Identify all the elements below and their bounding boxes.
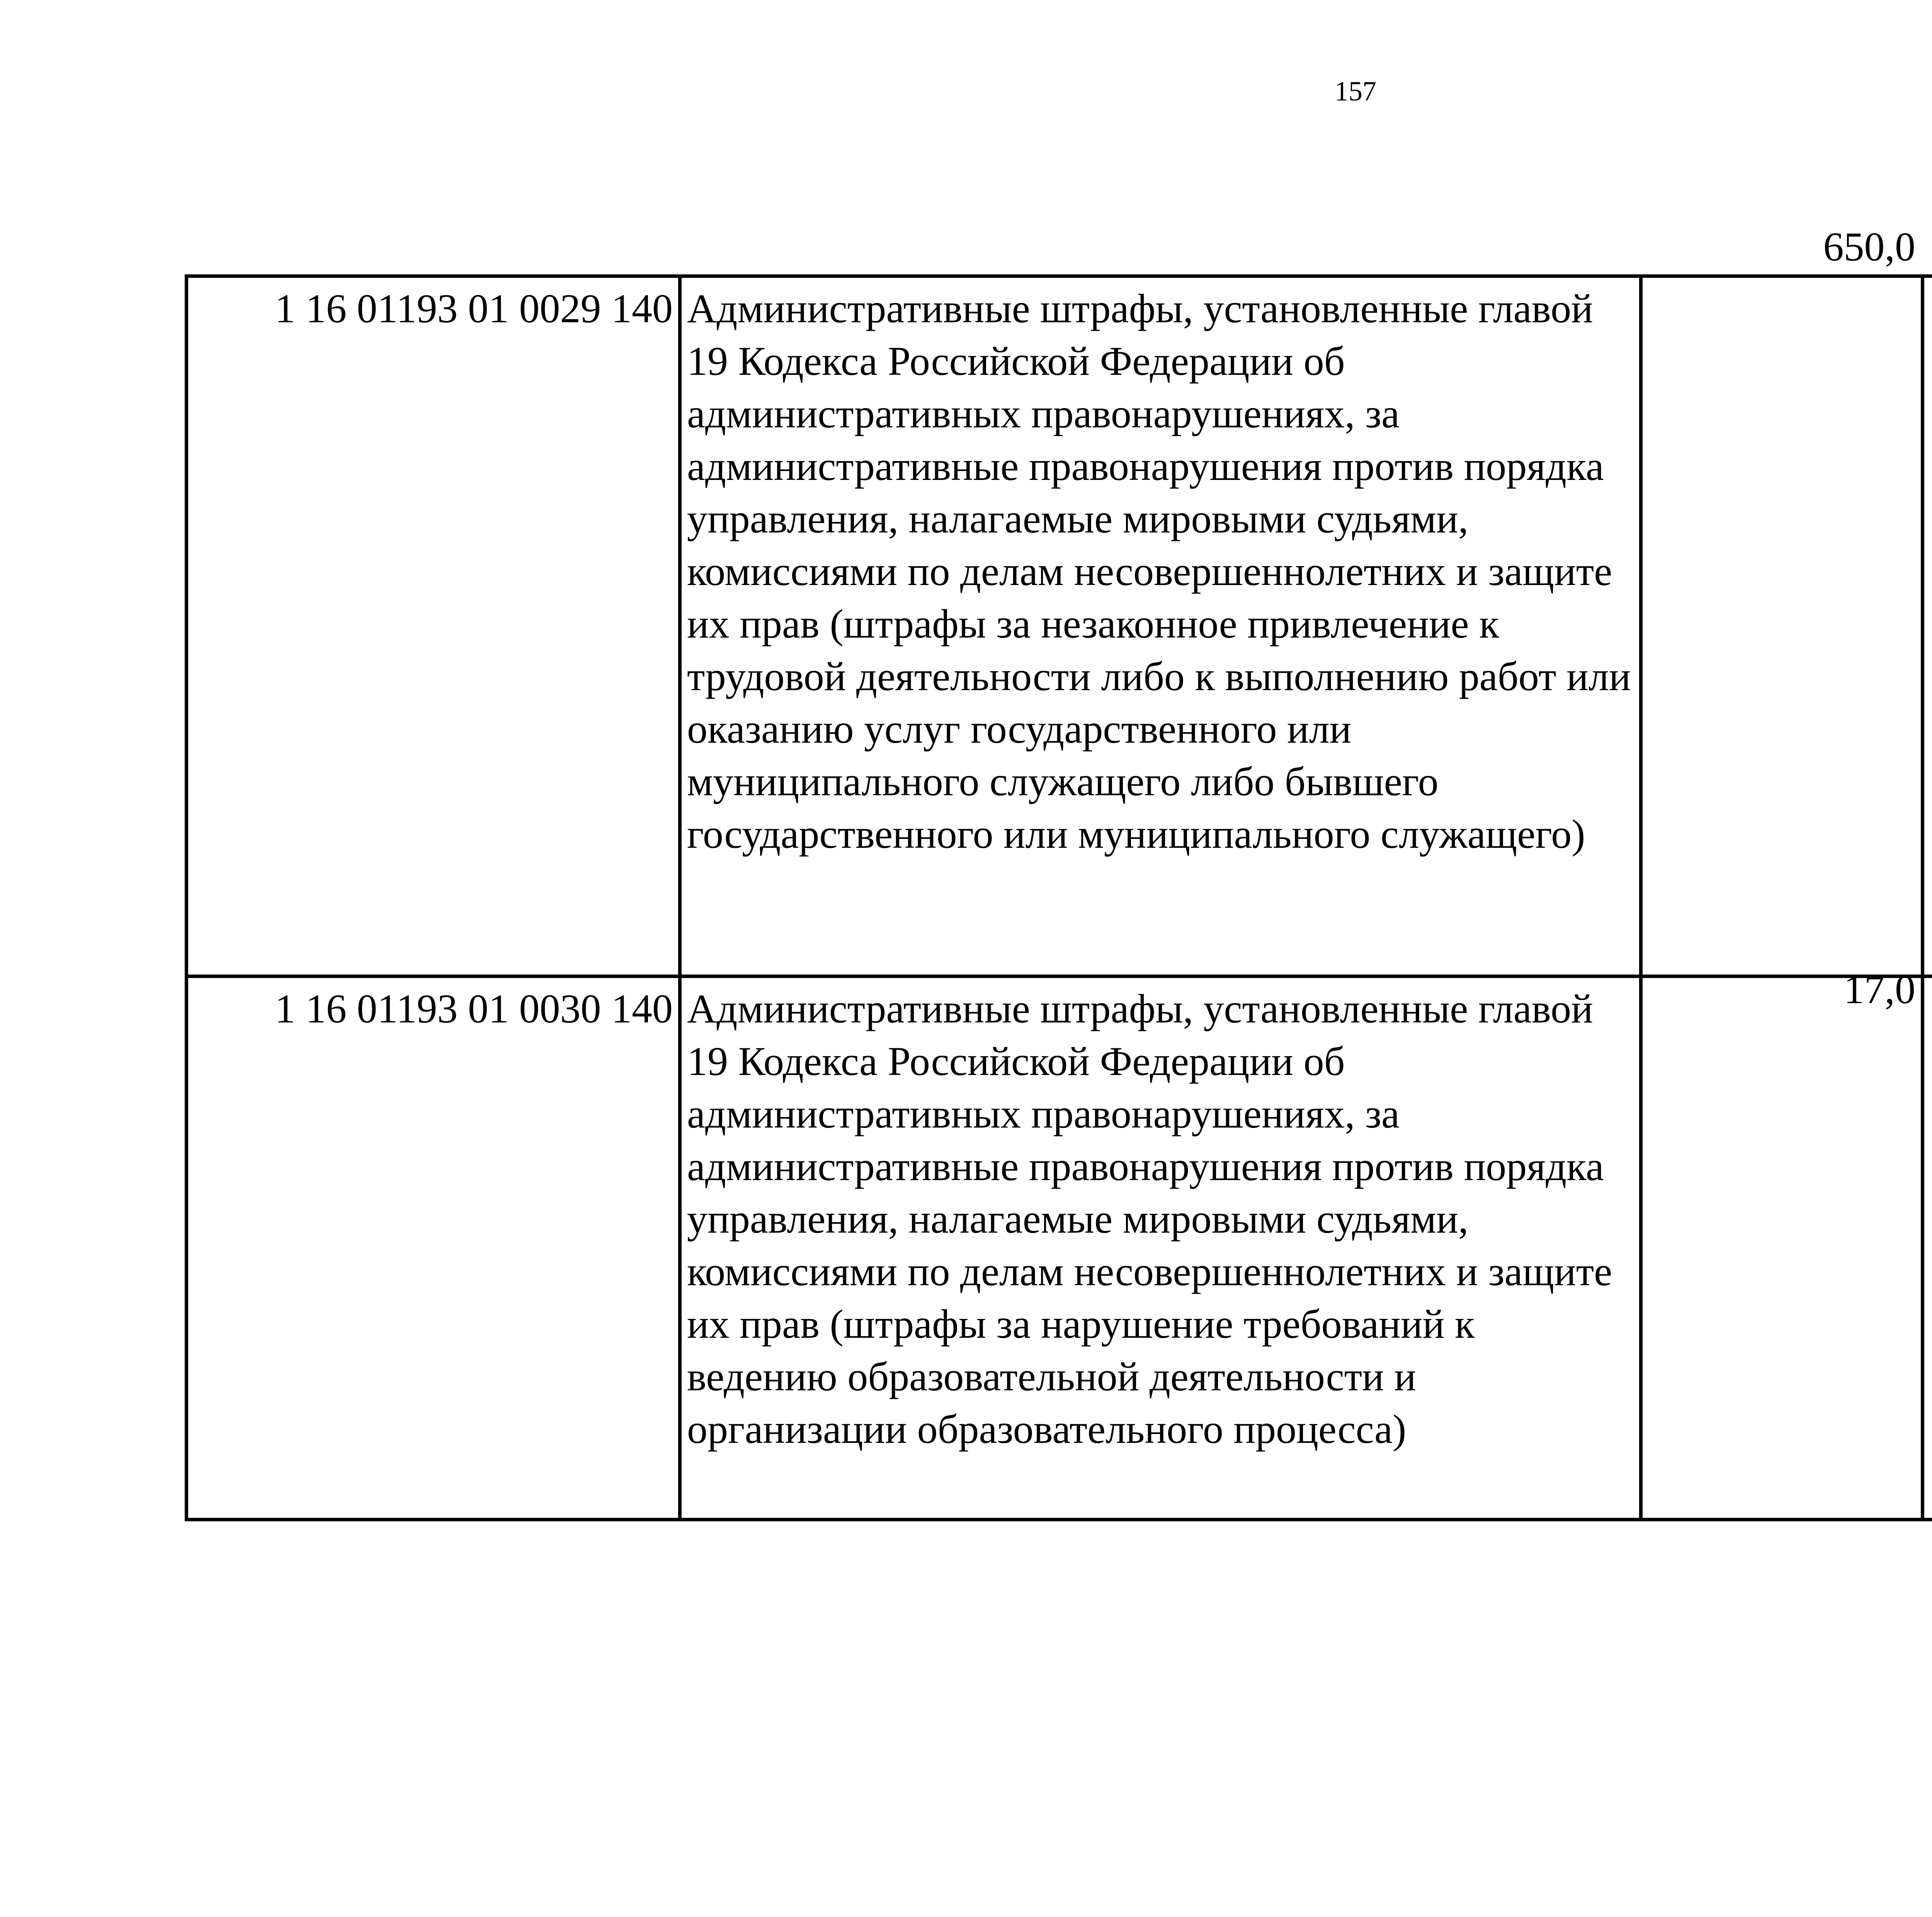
budget-code-cell: 1 16 01193 01 0029 140: [187, 276, 680, 976]
value-1-cell: [1641, 224, 1923, 976]
value-2-cell: [1923, 976, 1932, 1520]
description-cell: Административные штрафы, установленные главой 19 Кодекса Российской Федерации об административных правонарушениях, за административные правонарушения против порядка управления, налагаемые мировыми судьями, комиссиями по делам несовершеннолетних и защите их прав (штрафы за нарушение требований к ведению образовательной деятельности и организации образовательного процесса): [680, 976, 1641, 1520]
budget-table: [185, 224, 1932, 1521]
value-1: 17,0: [1844, 967, 1915, 1012]
table-row: [187, 276, 1932, 976]
value-1: 650,0: [1823, 224, 1915, 269]
budget-code-cell: 1 16 01193 01 0030 140: [187, 976, 680, 1520]
value-1-cell: [1641, 967, 1923, 1520]
value-2-cell: [1923, 276, 1932, 976]
page-number: 157: [1335, 76, 1376, 107]
table-row: [187, 976, 1932, 1520]
description-cell: Административные штрафы, установленные главой 19 Кодекса Российской Федерации об административных правонарушениях, за административные правонарушения против порядка управления, налагаемые мировыми судьями, комиссиями по делам несовершеннолетних и защите их прав (штрафы за незаконное привлечение к трудовой деятельности либо к выполнению работ или оказанию услуг государственного или муниципального служащего либо бывшего государственного или муниципального служащего): [680, 276, 1641, 976]
